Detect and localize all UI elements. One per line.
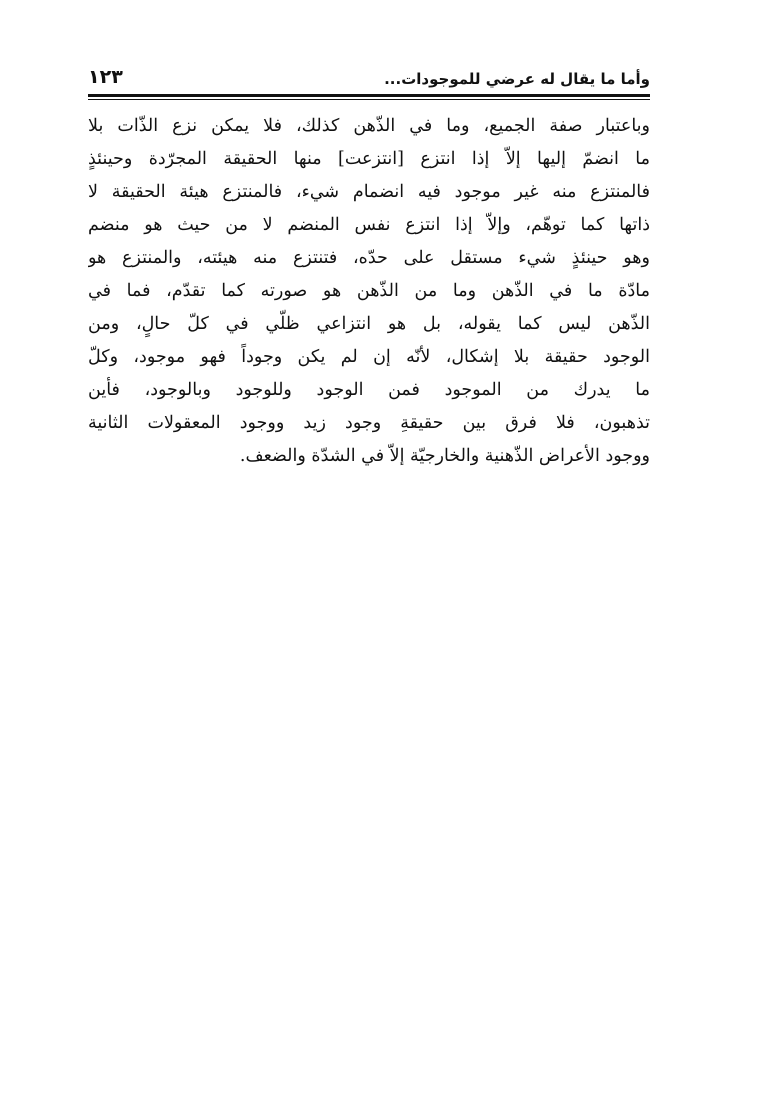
text-line: ما يدرك من الموجود فمن الوجود وللوجود وبالوجود، فأين (88, 380, 650, 400)
text-line: ذاتها كما توهّم، وإلاّ إذا انتزع نفس المنضم لا من حيث هو منضم (88, 215, 650, 235)
text-line: وباعتبار صفة الجميع، وما في الذّهن كذلك، فلا يمكن نزع الذّات بلا (88, 116, 650, 136)
header-rule-thick (88, 94, 650, 97)
text-line: ما انضمّ إليها إلاّ إذا انتزع [انتزعت] منها الحقيقة المجرّدة وحينئذٍ (88, 149, 650, 169)
text-line: فالمنتزع منه غير موجود فيه انضمام شيء، فالمنتزع هيئة الحقيقة لا (88, 182, 650, 202)
text-line: وهو حينئذٍ شيء مستقل على حدّه، فتنتزع منه هيئته، والمنتزع هو (88, 248, 650, 268)
running-header-title: وأما ما يقال له عرضي للموجودات... (384, 70, 650, 88)
body-paragraph (88, 110, 650, 473)
text-line: ووجود الأعراض الذّهنية والخارجيّة إلاّ في الشدّة والضعف. (239, 446, 650, 466)
running-header (88, 58, 650, 88)
page-number: ١٢٣ (88, 66, 123, 88)
text-line: تذهبون، فلا فرق بين حقيقةِ وجود زيد ووجود المعقولات الثانية (88, 413, 650, 433)
text-line: الوجود حقيقة بلا إشكال، لأنّه إن لم يكن وجوداً فهو موجود، وكلّ (88, 347, 650, 367)
text-line: الذّهن ليس كما يقوله، بل هو انتزاعي ظلّي في كلّ حالٍ، ومن (88, 314, 650, 334)
text-line: مادّة ما في الذّهن وما من الذّهن هو صورته كما تقدّم، فما في (88, 281, 650, 301)
header-rule-thin (88, 99, 650, 100)
